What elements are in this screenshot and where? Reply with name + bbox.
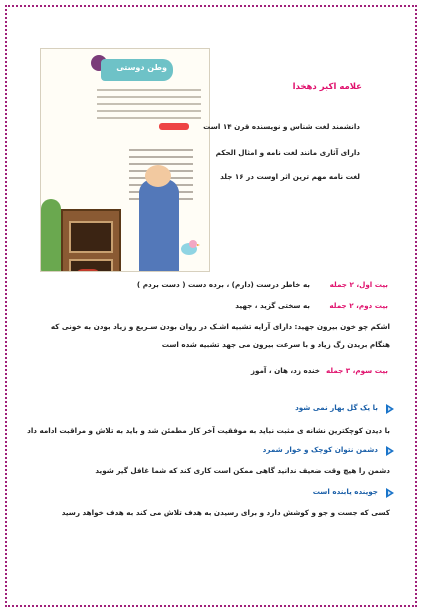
- old-man-head-drawing: [145, 165, 171, 187]
- bio-line-1: دانشمند لغت شناس و نویسنده قرن ۱۴ است: [203, 122, 360, 131]
- verse-3-label: بیت سوم، ۳ جمله: [325, 366, 388, 375]
- section-3-text: کسی که جست و جو و کوشش دارد و برای رسیدن به هدف تلاش می کند به هدف خواهد رسید: [61, 508, 390, 517]
- verse-2-description: اشکم چو خون بیرون جهید: دارای آرایه تشبیه اشـک در روان بودن سـریع و زیاد بودن به خونی که هنگام بریدن رگ زیاد و با سرعت بیرون می جهد تشبیه شده است: [50, 322, 390, 349]
- section-1-heading: با یک گل بهار نمی شود: [295, 403, 378, 412]
- chicken-coop-drawing: [61, 209, 121, 272]
- lesson-banner: [101, 59, 173, 81]
- section-1-text: با دیدن کوچکترین نشانه ی مثبت نباید به موفقیت آخر کار مطمئن شد و باید به تلاش و مراقبت ادامه داد: [27, 426, 390, 435]
- section-1-bullet-icon: [386, 404, 394, 414]
- lesson-banner-title: وطن دوستی: [116, 63, 167, 72]
- bush-drawing: [41, 199, 61, 272]
- section-2-heading: دشمن نتوان کوچک و خوار شمرد: [262, 445, 378, 454]
- verse-1-text: به خاطر درست (دارم) ، برده دست ( دست بردم ): [136, 280, 310, 289]
- verse-2-label: بیت دوم، ۲ جمله: [329, 301, 388, 310]
- poem-lines: [97, 89, 201, 124]
- bird-icon: [178, 236, 200, 258]
- section-3-bullet-icon: [386, 488, 394, 498]
- bio-line-3: لغت نامه مهم ترین اثر اوست در ۱۶ جلد: [220, 172, 360, 181]
- bio-line-2: دارای آثاری مانند لغت نامه و امثال الحکم: [215, 148, 360, 157]
- child-drawing: [75, 269, 101, 272]
- section-2-bullet-icon: [386, 446, 394, 456]
- verse-3-text: خنده زد، هان ، آموز: [250, 366, 320, 375]
- verse-2-text: به سختی گزید ، جهید: [235, 301, 310, 310]
- section-2-text: دشمن را هیچ وقت ضعیف ندانید گاهی ممکن است کاری کند که شما غافل گیر شوید: [95, 466, 390, 475]
- old-man-drawing: [139, 179, 179, 272]
- verse-1-label: بیت اول، ۲ جمله: [329, 280, 388, 289]
- page-title: علامه اکبر دهخدا: [292, 82, 362, 92]
- section-3-heading: جوینده یابنده است: [312, 487, 378, 496]
- red-tag: [159, 123, 189, 130]
